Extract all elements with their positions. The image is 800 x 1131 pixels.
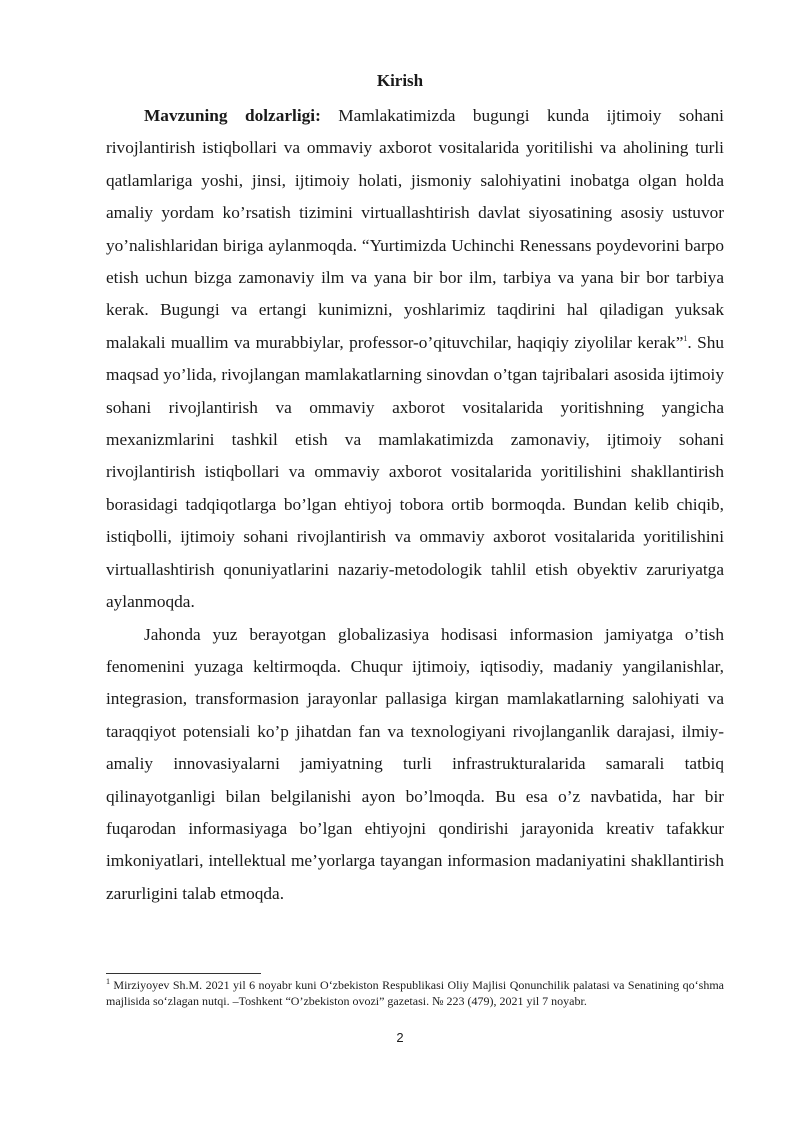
footnote-text: Mirziyoyev Sh.M. 2021 yil 6 noyabr kuni O‘zbekiston Respublikasi Oliy Majlisi Qonunchilik palatasi va Senatining qo‘shma majlisida so‘zlagan nutqi. –Toshkent “O’zbekiston ovozi” gazetasi. № 223 (479), 2021 yil 7 noyabr.: [106, 978, 724, 1008]
paragraph-relevance: [106, 100, 724, 619]
paragraph-lead: Mavzuning dolzarligi:: [144, 106, 321, 125]
paragraph-text: Mamlakatimizda bugungi kunda ijtimoiy sohani rivojlantirish istiqbollari va ommaviy axborot vositalarida yoritilishi va aholining turli qatlamlariga yoshi, jinsi, ijtimoiy holati, jismoniy salohiyatini inobatga olgan holda amaliy yordam ko’rsatish tizimini virtuallashtirish davlat siyosatining asosiy ustuvor yo’nalishlaridan biriga aylanmoqda. “Yurtimizda Uchinchi Renessans poydevorini barpo etish uchun bizga zamonaviy ilm va yana bir bor ilm, tarbiya va yana bir bor tarbiya kerak. Bugungi va ertangi kunimizni, yoshlarimiz taqdirini hal qiladigan yuksak malakali muallim va murabbiylar, professor-o’qituvchilar, haqiqiy ziyolilar kerak”: [106, 106, 724, 352]
body-text: [106, 100, 724, 910]
footnote-reference[interactable]: 1: [683, 334, 688, 344]
paragraph-globalization: Jahonda yuz berayotgan globalizasiya hodisasi informasion jamiyatga o’tish fenomenini yuzaga keltirmoqda. Chuqur ijtimoiy, iqtisodiy, madaniy yangilanishlar, integrasion, transformasion jarayonlar pallasiga kirgan mamlakatlarning salohiyati va taraqqiyot potensiali ko’p jihatdan fan va texnologiyani rivojlanganlik darajasi, ilmiy-amaliy innovasiyalarni jamiyatning turli infrastrukturalarida samarali tatbiq qilinayotganligi bilan belgilanishi ayon bo’lmoqda. Bu esa o’z navbatida, har bir fuqarodan informasiyaga bo’lgan ehtiyojni qondirishi jarayonida kreativ tafakkur imkoniyatlari, intellektual me’yorlarga tayangan informasion madaniyatini shakllantirish zarurligini talab etmoqda.: [106, 624, 724, 903]
footnote-mark: 1: [106, 977, 110, 986]
paragraph-text-continued: . Shu maqsad yo’lida, rivojlangan mamlakatlarning sinovdan o’tgan tajribalari asosida ijtimoiy sohani rivojlantirish va ommaviy axborot vositalarida yoritishning yangicha mexanizmlarini tashkil etish va mamlakatimizda zamonaviy, ijtimoiy sohani rivojlantirish istiqbollari va ommaviy axborot vositalarida yoritilishini shakllantirish borasidagi tadqiqotlarga bo’lgan ehtiyoj tobora ortib bormoqda. Bundan kelib chiqib, istiqbolli, ijtimoiy sohani rivojlantirish va ommaviy axborot vositalarida yoritilishini virtuallashtirish qonuniyatlarini nazariy-metodologik tahlil etish obyektiv zaruriyatga aylanmoqda.: [106, 332, 724, 612]
footnote-divider: [106, 973, 261, 974]
footnote: [106, 978, 724, 1009]
section-heading: Kirish: [376, 71, 424, 90]
page-number: 2: [396, 1030, 404, 1045]
